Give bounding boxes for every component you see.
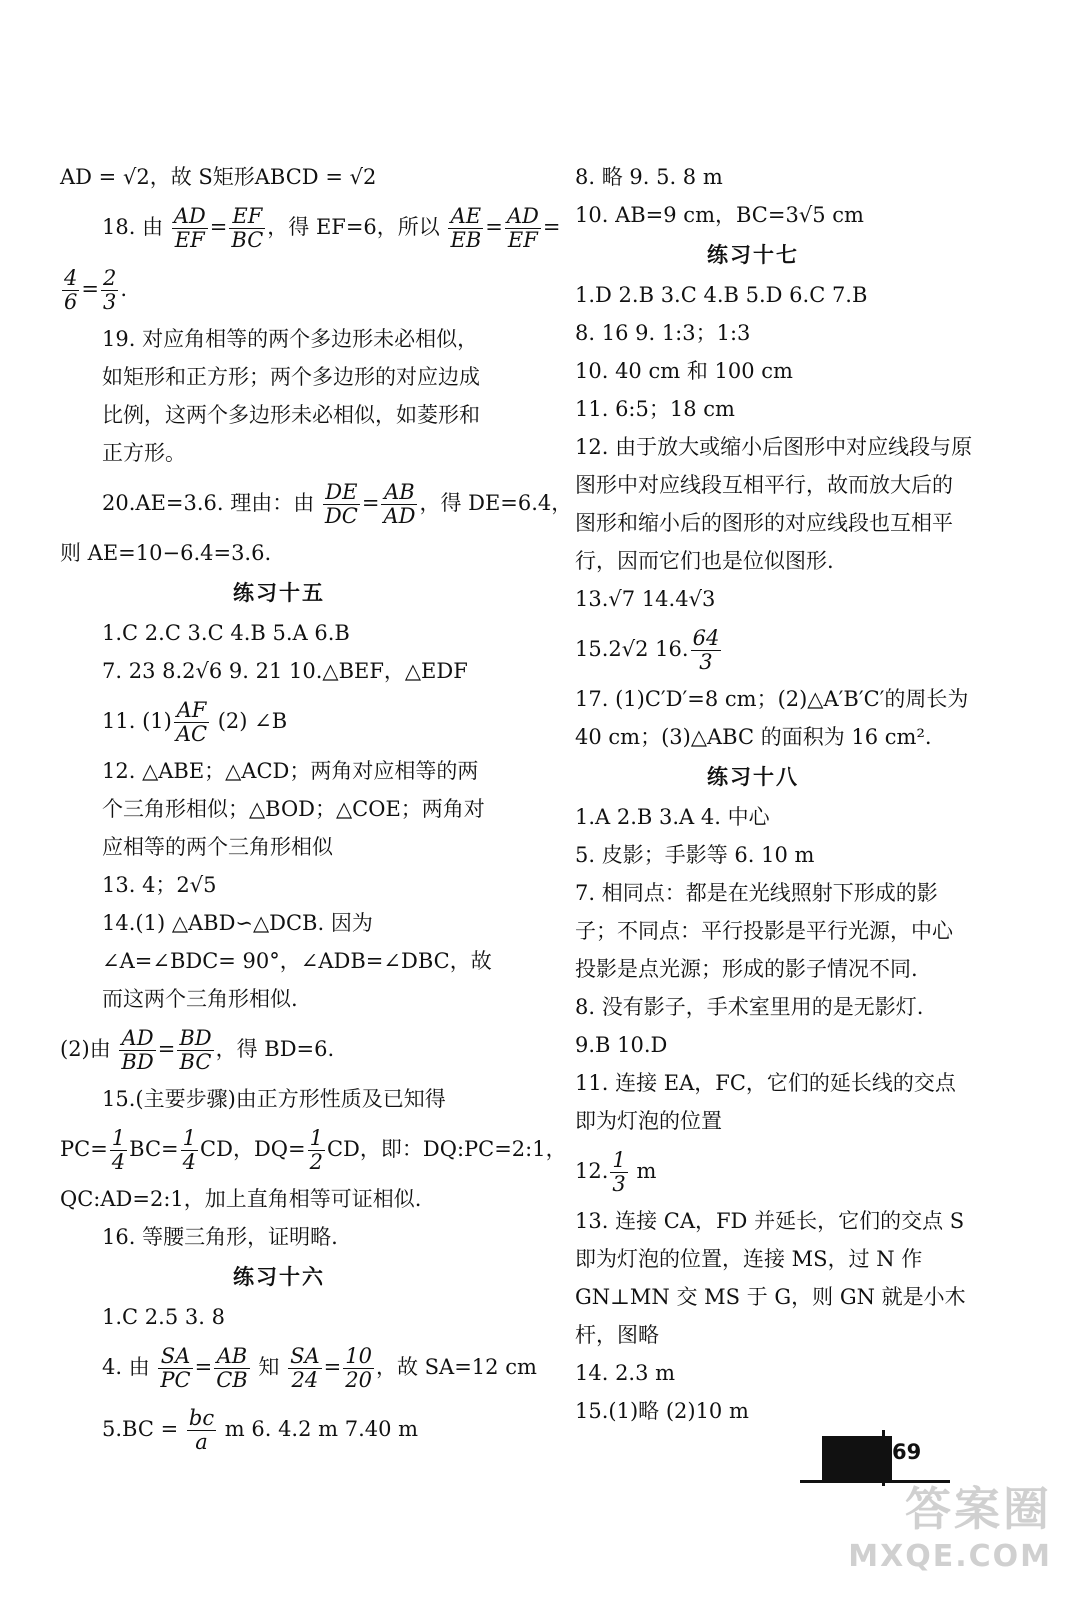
- right-column: [533, 158, 973, 1430]
- heading-exercise-15: 练习十五: [233, 580, 325, 605]
- ex18-line3: 7. 相同点：都是在光线照射下形成的影子；不同点：平行投影是平行光源，中心投影是点光源；形成的影子情况不同.: [575, 881, 953, 981]
- heading-exercise-18: 练习十八: [707, 764, 799, 789]
- ex17-line6: 13.√7 14.4√3: [575, 587, 716, 611]
- ex18-line4: 8. 没有影子，手术室里用的是无影灯.: [575, 995, 924, 1019]
- ex18-line9: 14. 2.3 m: [575, 1361, 676, 1385]
- left-column: [60, 158, 573, 1460]
- ex18-line8: 13. 连接 CA，FD 并延长，它们的交点 S 即为灯泡的位置，连接 MS，过 N 作 GN⊥MN 交 MS 于 G，则 GN 就是小木杆，图略: [575, 1209, 966, 1347]
- ex15-line1: 1.C 2.C 3.C 4.B 5.A 6.B: [102, 621, 350, 645]
- ex15-line8: 15.(主要步骤)由正方形性质及已知得: [102, 1087, 446, 1111]
- ex17-line2: 8. 16 9. 1:3；1:3: [575, 321, 751, 345]
- ex17-line1: 1.D 2.B 3.C 4.B 5.D 6.C 7.B: [575, 283, 868, 307]
- ex17-line8: 17. (1)C′D′=8 cm；(2)△A′B′C′的周长为 40 cm；(3)△ABC 的面积为 16 cm².: [575, 687, 969, 749]
- ex18-line2: 5. 皮影；手影等 6. 10 m: [575, 843, 815, 867]
- q20-cont: 则 AE=10−6.4=3.6.: [60, 541, 272, 565]
- ex17-line5: 12. 由于放大或缩小后图形中对应线段与原图形中对应线段互相平行，故而放大后的图形和缩小后的图形的对应线段也互相平行，因而它们也是位似图形.: [575, 435, 973, 573]
- watermark-domain: MXQE.COM: [848, 1539, 1052, 1574]
- ex18-line10: 15.(1)略 (2)10 m: [575, 1399, 749, 1423]
- ex17-line7: 15.2√2 16. $\frac{64}{3}$: [575, 625, 720, 674]
- watermark-text: 答案圈: [905, 1482, 1052, 1536]
- ex15-line9: PC= $\frac{1}{4}$ BC= $\frac{1}{4}$ CD，DQ= $\frac{1}{2}$ CD，即：DQ:PC=2:1，: [60, 1125, 567, 1174]
- ex15-line3: 11. (1) $\frac{AF}{AC}$ (2) ∠B: [102, 697, 288, 746]
- q18: 18. 由 $\frac{AD}{EF}$ = $\frac{EF}{BC}$ ，得 EF=6，所以 $\frac{AE}{EB}$ = $\frac{AD}{EF}$ =: [102, 203, 561, 252]
- line-ad: AD = √2，故 S矩形ABCD = √2: [60, 165, 377, 189]
- ex15-line4: 12. △ABE；△ACD；两角对应相等的两个三角形相似；△BOD；△COE；两角对应相等的两个三角形相似: [102, 759, 485, 859]
- ex15-line2: 7. 23 8.2√6 9. 21 10.△BEF，△EDF: [102, 659, 468, 683]
- ex15-line11: 16. 等腰三角形，证明略.: [102, 1225, 338, 1249]
- heading-exercise-16: 练习十六: [233, 1264, 325, 1289]
- q19: 19. 对应角相等的两个多边形未必相似，如矩形和正方形；两个多边形的对应边成比例，这两个多边形未必相似，如菱形和正方形。: [102, 327, 480, 465]
- r-line1: 8. 略 9. 5. 8 m: [575, 165, 723, 189]
- q18-cont: $\frac{4}{6}$ = $\frac{2}{3}$ .: [64, 265, 128, 314]
- watermark-logo: [848, 1473, 1052, 1574]
- ex16-line1: 1.C 2.5 3. 8: [102, 1305, 225, 1329]
- ex18-line5: 9.B 10.D: [575, 1033, 668, 1057]
- q20: 20.AE=3.6. 理由：由 $\frac{DE}{DC}$ = $\frac{AB}{AD}$ ，得 DE=6.4，: [102, 479, 573, 528]
- ex15-line6: 14.(1) △ABD∽△DCB. 因为∠A=∠BDC= 90°，∠ADB=∠DBC，故而这两个三角形相似.: [102, 911, 492, 1011]
- r-line2: 10. AB=9 cm，BC=3√5 cm: [575, 203, 864, 227]
- page-number: 69: [892, 1440, 922, 1464]
- ex17-line3: 10. 40 cm 和 100 cm: [575, 359, 793, 383]
- ex15-line5: 13. 4；2√5: [102, 873, 217, 897]
- ex18-line1: 1.A 2.B 3.A 4. 中心: [575, 805, 770, 829]
- ex18-line7: 12. $\frac{1}{3}$ m: [575, 1147, 657, 1196]
- ex15-line10: QC:AD=2:1，加上直角相等可证相似.: [60, 1187, 422, 1211]
- ex16-line2: 4. 由 $\frac{SA}{PC}$ = $\frac{AB}{CB}$ 知 $\frac{SA}{24}$ = $\frac{10}{20}$ ，故 SA=12 cm: [102, 1343, 537, 1392]
- ex17-line4: 11. 6:5；18 cm: [575, 397, 735, 421]
- heading-exercise-17: 练习十七: [707, 242, 799, 267]
- ex15-line7: (2)由 $\frac{AD}{BD}$ = $\frac{BD}{BC}$ ，得 BD=6.: [60, 1025, 335, 1074]
- ex18-line6: 11. 连接 EA，FC，它们的延长线的交点即为灯泡的位置: [575, 1071, 956, 1133]
- ex16-line3: 5.BC = $\frac{bc}{a}$ m 6. 4.2 m 7.40 m: [102, 1405, 419, 1454]
